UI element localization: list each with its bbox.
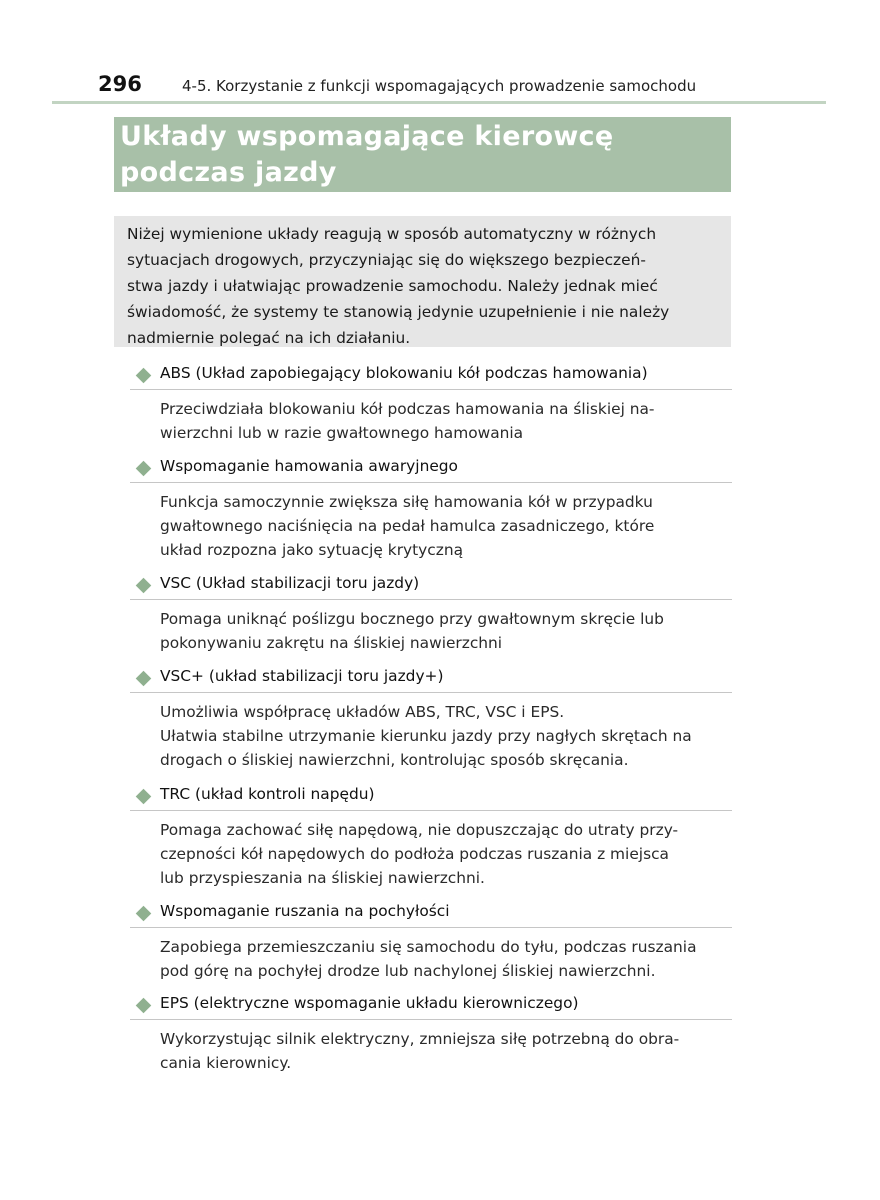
intro-line: nadmiernie polegać na ich działaniu. — [127, 329, 411, 347]
section-trc — [130, 782, 732, 890]
intro-line: sytuacjach drogowych, przyczyniając się do większego bezpieczeń- — [127, 251, 646, 269]
body-line: cania kierownicy. — [160, 1054, 292, 1072]
section-body — [130, 818, 732, 890]
body-line: Umożliwia współpracę układów ABS, TRC, VSC i EPS. — [160, 703, 565, 721]
diamond-bullet-icon — [136, 998, 152, 1014]
section-body — [130, 490, 732, 562]
section-body — [130, 935, 732, 983]
diamond-bullet-icon — [136, 461, 152, 477]
section-vsc-plus — [130, 664, 732, 772]
diamond-bullet-icon — [136, 789, 152, 805]
section-heading — [130, 571, 732, 600]
body-line: Funkcja samoczynnie zwiększa siłę hamowania kół w przypadku — [160, 493, 653, 511]
section-title-line-1: Układy wspomagające kierowcę — [120, 121, 614, 152]
intro-box — [114, 216, 731, 347]
intro-line: świadomość, że systemy te stanowią jedynie uzupełnienie i nie należy — [127, 303, 670, 321]
section-eps — [130, 991, 732, 1075]
diamond-bullet-icon — [136, 368, 152, 384]
section-body — [130, 1027, 732, 1075]
body-line: drogach o śliskiej nawierzchni, kontrolując sposób skręcania. — [160, 751, 629, 769]
body-line: Zapobiega przemieszczaniu się samochodu do tyłu, podczas ruszania — [160, 938, 697, 956]
section-heading — [130, 664, 732, 693]
body-line: Pomaga zachować siłę napędową, nie dopuszczając do utraty przy- — [160, 821, 679, 839]
section-heading — [130, 899, 732, 928]
section-heading — [130, 782, 732, 811]
section-abs — [130, 361, 732, 445]
section-heading-text: EPS (elektryczne wspomaganie układu kierowniczego) — [160, 994, 579, 1012]
diamond-bullet-icon — [136, 671, 152, 687]
body-line: pokonywaniu zakrętu na śliskiej nawierzchni — [160, 634, 503, 652]
section-heading-text: Wspomaganie hamowania awaryjnego — [160, 457, 458, 475]
intro-line: stwa jazdy i ułatwiając prowadzenie samochodu. Należy jednak mieć — [127, 277, 658, 295]
body-line: Pomaga uniknąć poślizgu bocznego przy gwałtownym skręcie lub — [160, 610, 664, 628]
section-heading-text: Wspomaganie ruszania na pochyłości — [160, 902, 450, 920]
body-line: układ rozpozna jako sytuację krytyczną — [160, 541, 464, 559]
section-heading-text: ABS (Układ zapobiegający blokowaniu kół podczas hamowania) — [160, 364, 648, 382]
section-brake-assist — [130, 454, 732, 562]
chapter-title: 4-5. Korzystanie z funkcji wspomagających prowadzenie samochodu — [182, 77, 697, 95]
body-line: Ułatwia stabilne utrzymanie kierunku jazdy przy nagłych skrętach na — [160, 727, 692, 745]
section-body — [130, 397, 732, 445]
body-line: pod górę na pochyłej drodze lub nachylonej śliskiej nawierzchni. — [160, 962, 656, 980]
section-heading — [130, 361, 732, 390]
section-body — [130, 700, 732, 772]
body-line: wierzchni lub w razie gwałtownego hamowania — [160, 424, 524, 442]
body-line: Wykorzystując silnik elektryczny, zmniejsza siłę potrzebną do obra- — [160, 1030, 680, 1048]
body-line: gwałtownego naciśnięcia na pedał hamulca zasadniczego, które — [160, 517, 655, 535]
page-number: 296 — [98, 72, 142, 96]
section-hill-start — [130, 899, 732, 983]
section-heading-text: VSC+ (układ stabilizacji toru jazdy+) — [160, 667, 444, 685]
section-body — [130, 607, 732, 655]
section-heading — [130, 454, 732, 483]
section-heading-text: VSC (Układ stabilizacji toru jazdy) — [160, 574, 420, 592]
page-header — [98, 72, 698, 98]
diamond-bullet-icon — [136, 578, 152, 594]
body-line: Przeciwdziała blokowaniu kół podczas hamowania na śliskiej na- — [160, 400, 655, 418]
body-line: lub przyspieszania na śliskiej nawierzchni. — [160, 869, 485, 887]
section-title-banner — [114, 117, 731, 192]
section-title-line-2: podczas jazdy — [120, 157, 337, 188]
intro-line: Niżej wymienione układy reagują w sposób automatyczny w różnych — [127, 225, 657, 243]
body-line: czepności kół napędowych do podłoża podczas ruszania z miejsca — [160, 845, 669, 863]
header-divider — [52, 101, 826, 104]
diamond-bullet-icon — [136, 906, 152, 922]
section-heading-text: TRC (układ kontroli napędu) — [160, 785, 375, 803]
section-heading — [130, 991, 732, 1020]
section-vsc — [130, 571, 732, 655]
